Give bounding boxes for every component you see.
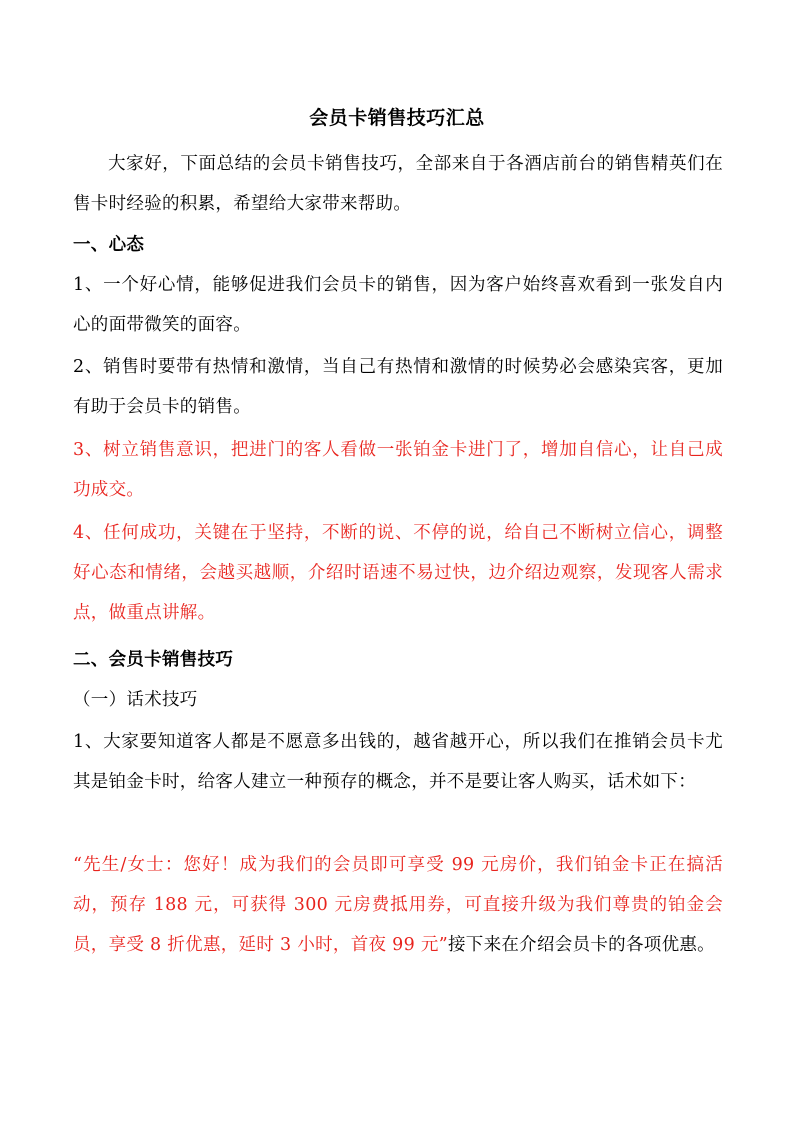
speech-script-quote: “先生/女士：您好！成为我们的会员即可享受 99 元房价，我们铂金卡正在搞活动，预存 188 元，可获得 300 元房费抵用券，可直接升级为我们尊贵的铂金会员，享受 8 折优惠，延时 3 小时，首夜 99 元” bbox=[73, 855, 723, 955]
section-heading-mindset: 一、心态 bbox=[73, 235, 145, 255]
section-heading-sales-skills: 二、会员卡销售技巧 bbox=[73, 650, 234, 670]
speech-script-paragraph bbox=[73, 845, 723, 965]
document-title: 会员卡销售技巧汇总 bbox=[309, 107, 485, 129]
mindset-item-4: 4、任何成功，关键在于坚持，不断的说、不停的说，给自己不断树立信心，调整好心态和情绪，会越买越顺，介绍时语速不易过快，边介绍边观察，发现客人需求点，做重点讲解。 bbox=[73, 523, 723, 623]
mindset-item-3: 3、树立销售意识，把进门的客人看做一张铂金卡进门了，增加自信心，让自己成功成交。 bbox=[73, 440, 723, 500]
subheading-speech-skills: （一）话术技巧 bbox=[73, 690, 198, 710]
mindset-item-1: 1、一个好心情，能够促进我们会员卡的销售，因为客户始终喜欢看到一张发自内心的面带微笑的面容。 bbox=[73, 275, 723, 335]
mindset-item-2: 2、销售时要带有热情和激情，当自己有热情和激情的时候势必会感染宾客，更加有助于会员卡的销售。 bbox=[73, 357, 723, 417]
speech-script-tail: 接下来在介绍会员卡的各项优惠。 bbox=[447, 935, 715, 955]
speech-item-1: 1、大家要知道客人都是不愿意多出钱的，越省越开心，所以我们在推销会员卡尤其是铂金卡时，给客人建立一种预存的概念，并不是要让客人购买，话术如下： bbox=[73, 732, 723, 792]
intro-paragraph: 大家好，下面总结的会员卡销售技巧，全部来自于各酒店前台的销售精英们在售卡时经验的积累，希望给大家带来帮助。 bbox=[73, 154, 723, 214]
